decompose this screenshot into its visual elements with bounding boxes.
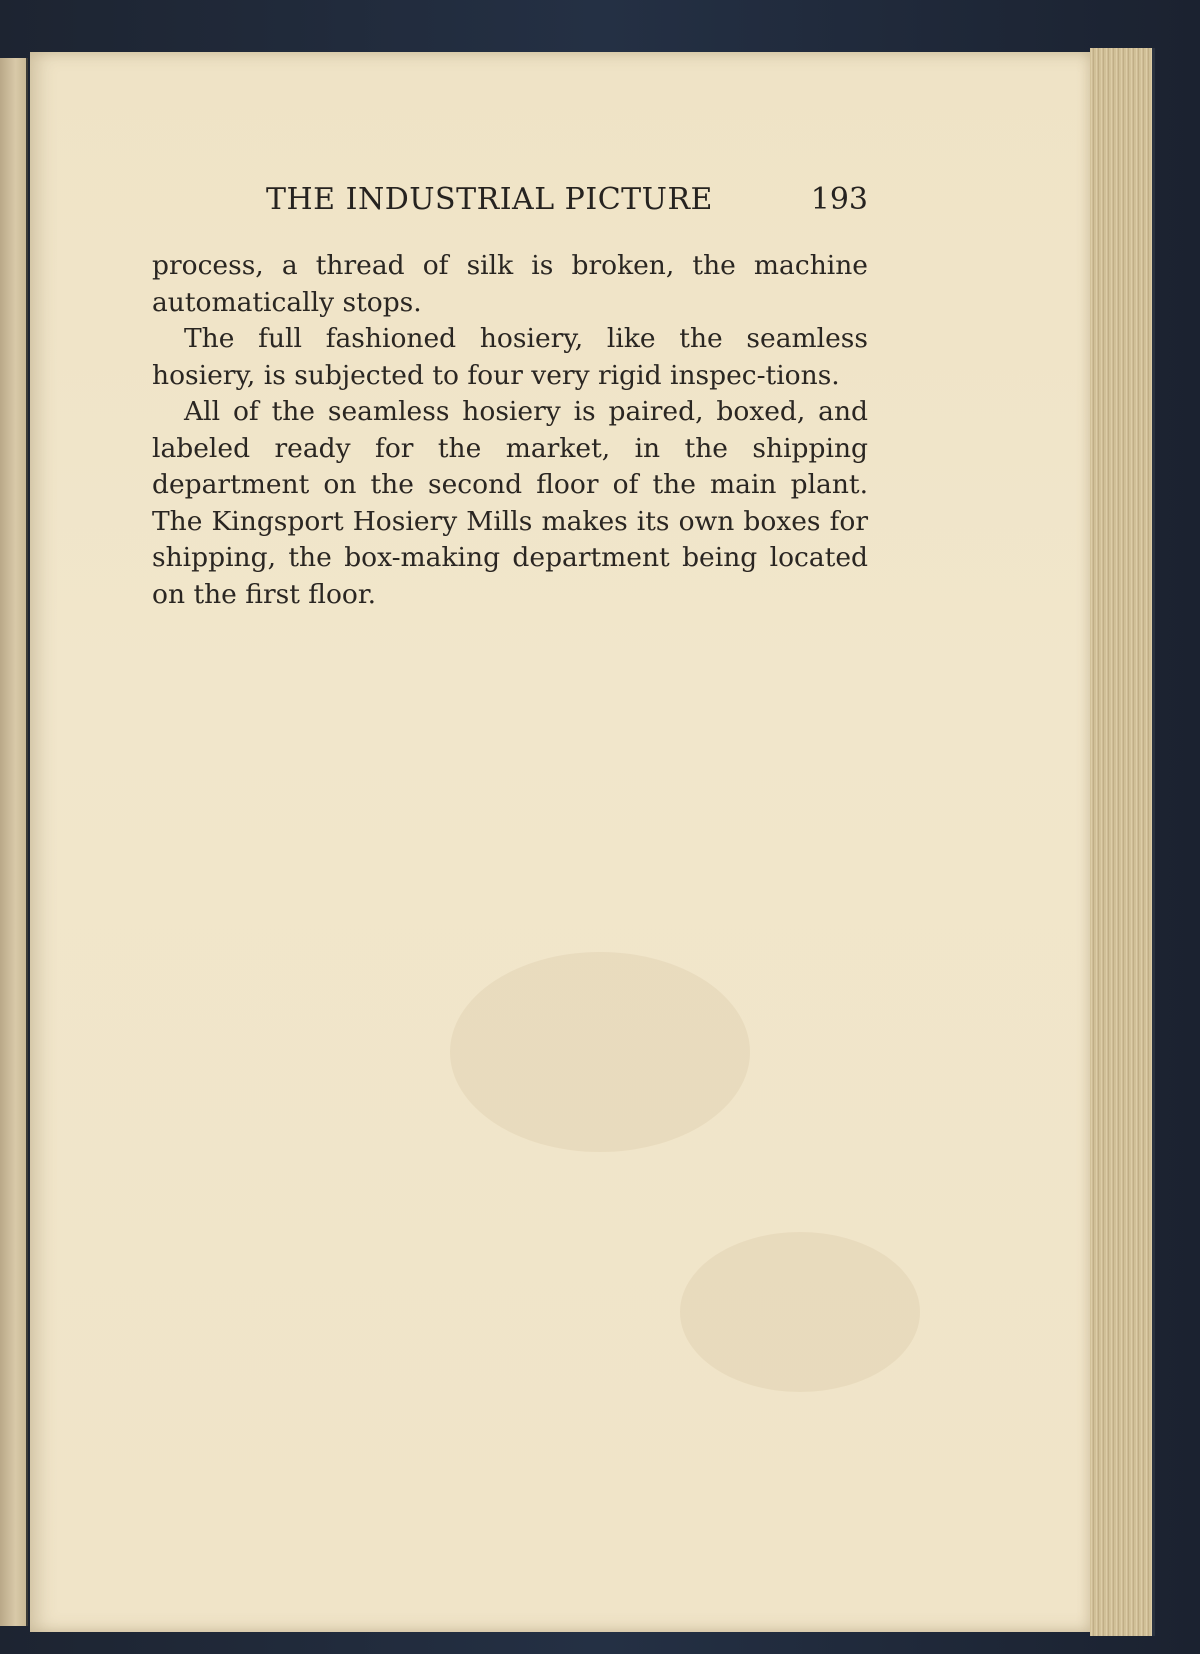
paragraph: All of the seamless hosiery is paired, boxed, and labeled ready for the market, in the shipping department on the second floor of the main plant. The Kingsport Hosiery Mills makes its own boxes for shipping, the box-making department being located on the first floor. [152, 396, 868, 610]
paragraph: process, a thread of silk is broken, the machine automatically stops. [152, 250, 868, 318]
page-number: 193 [810, 182, 868, 217]
running-title: THE INDUSTRIAL PICTURE [266, 182, 713, 217]
paper-stain [450, 952, 750, 1152]
facing-page-edge [0, 58, 28, 1626]
page-header [150, 182, 868, 222]
page-block-edges [1090, 48, 1155, 1636]
paragraph: The full fashioned hosiery, like the seamless hosiery, is subjected to four very rigid inspec-tions. [152, 323, 868, 391]
body-text [152, 248, 868, 613]
paper-stain [680, 1232, 920, 1392]
